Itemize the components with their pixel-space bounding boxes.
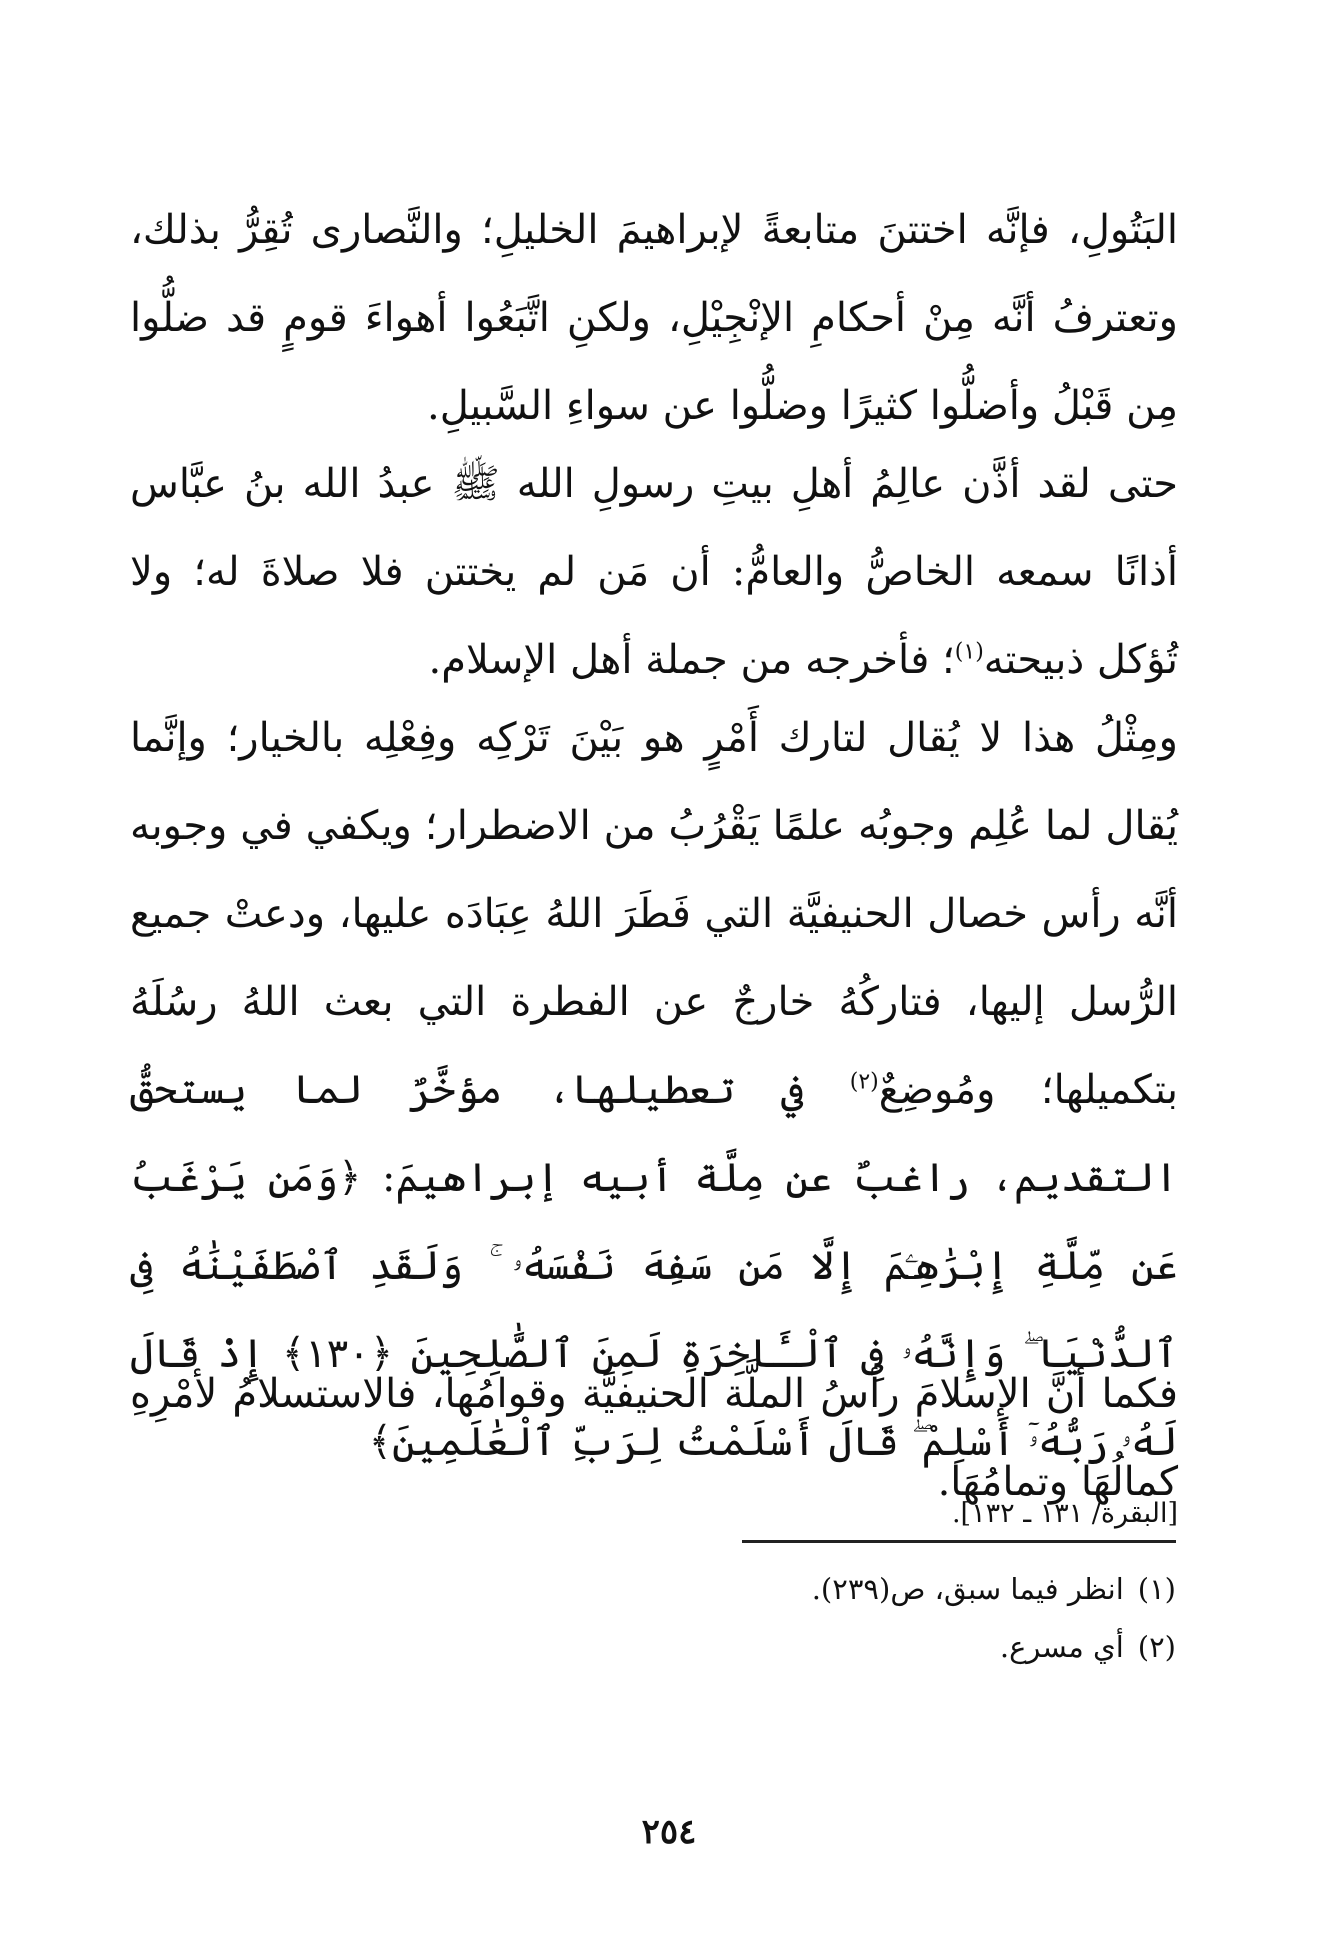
paragraph-4 <box>130 1350 1178 1526</box>
footnote-2-number: (٢) <box>1137 1630 1176 1664</box>
paragraph-1 <box>130 186 1178 450</box>
footnote-2-text: أي مسرع. <box>999 1630 1124 1664</box>
paragraph-3-main: ومِثْلُ هذا لا يُقال لتارك أَمْرٍ هو بَيْنَ تَرْكِه وفِعْلِه بالخيار؛ وإنَّما يُقال لما عُلِم وجوبُه علمًا يَقْرُبُ من الاضطرار؛ ويكفي في وجوبه أنَّه رأس خصال الحنيفيَّة التي فَطَرَ اللهُ عِبَادَه عليها، ودعتْ جميع الرُّسل إليها، فتاركُهُ خارجٌ عن الفطرة التي بعث اللهُ رسُلَهُ بتكميلها؛ ومُوضِعٌ <box>130 715 1178 1113</box>
paragraph-2 <box>130 440 1178 704</box>
footnote-divider <box>742 1540 1176 1543</box>
footnote-2 <box>600 1618 1176 1676</box>
footnote-marker-2: (٢) <box>849 1069 879 1095</box>
footnote-1-text: انظر فيما سبق، ص(٢٣٩). <box>811 1572 1124 1606</box>
verse-reference: [البقرة/ ١٣١ ـ ١٣٢]. <box>951 1498 1178 1529</box>
paragraph-1-text: البَتُولِ، فإنَّه اختتنَ متابعةً لإبراهيمَ الخليلِ؛ والنَّصارى تُقِرُّ بذلك، وتعترفُ أنَّه مِنْ أحكامِ الإنْجِيْلِ، ولكنِ اتَّبَعُوا أهواءَ قومٍ قد ضلُّوا مِن قَبْلُ وأضلُّوا كثيرًا وضلُّوا عن سواءِ السَّبيلِ. <box>130 207 1178 429</box>
quran-verse: ﴿وَمَن يَرْغَبُ عَن مِّلَّةِ إِبْرَٰهِـۧمَ إِلَّا مَن سَفِهَ نَفْسَهُۥ ۚ وَلَقَدِ ٱصْطَفَيْنَٰهُ فِى ٱلدُّنْيَا ۖ وَإِنَّهُۥ فِى ٱلْـَٔاخِرَةِ لَمِنَ ٱلصَّٰلِحِينَ ﴿١٣٠﴾ إِذْ قَالَ لَهُۥ رَبُّهُۥٓ أَسْلِمْ ۖ قَالَ أَسْلَمْتُ لِرَبِّ ٱلْعَٰلَمِينَ﴾ <box>130 1155 1178 1465</box>
page-number: ٢٥٤ <box>641 1812 697 1852</box>
footnote-1-number: (١) <box>1137 1572 1176 1606</box>
paragraph-2-text <box>130 440 1178 704</box>
footnote-marker-1: (١) <box>954 639 984 665</box>
footnote-1 <box>600 1560 1176 1618</box>
paragraph-4-text: فكما أنَّ الإسلامَ رأسُ الملَّة الحنيفيَّة وقوامُها، فالاستسلامُ لأمْرِهِ كمالُهَا وتمامُهَا. <box>130 1371 1178 1505</box>
paragraph-3-mid: في تعطيلها، مؤخَّرٌ لما يستحقُّ التقديم، راغبٌ عن مِلَّة أبيه إبراهيمَ: <box>130 1067 1179 1201</box>
footnotes <box>600 1560 1176 1676</box>
paragraph-2-end: ؛ فأخرجه من جملة أهل الإسلام. <box>428 637 955 683</box>
paragraph-2-main: حتى لقد أذَّن عالِمُ أهلِ بيتِ رسولِ الله ﷺ عبدُ الله بنُ عبَّاس أذانًا سمعه الخاصُّ والعامُّ: أن مَن لم يختتن فلا صلاةَ له؛ ولا تُؤكل ذبيحته <box>130 461 1178 683</box>
